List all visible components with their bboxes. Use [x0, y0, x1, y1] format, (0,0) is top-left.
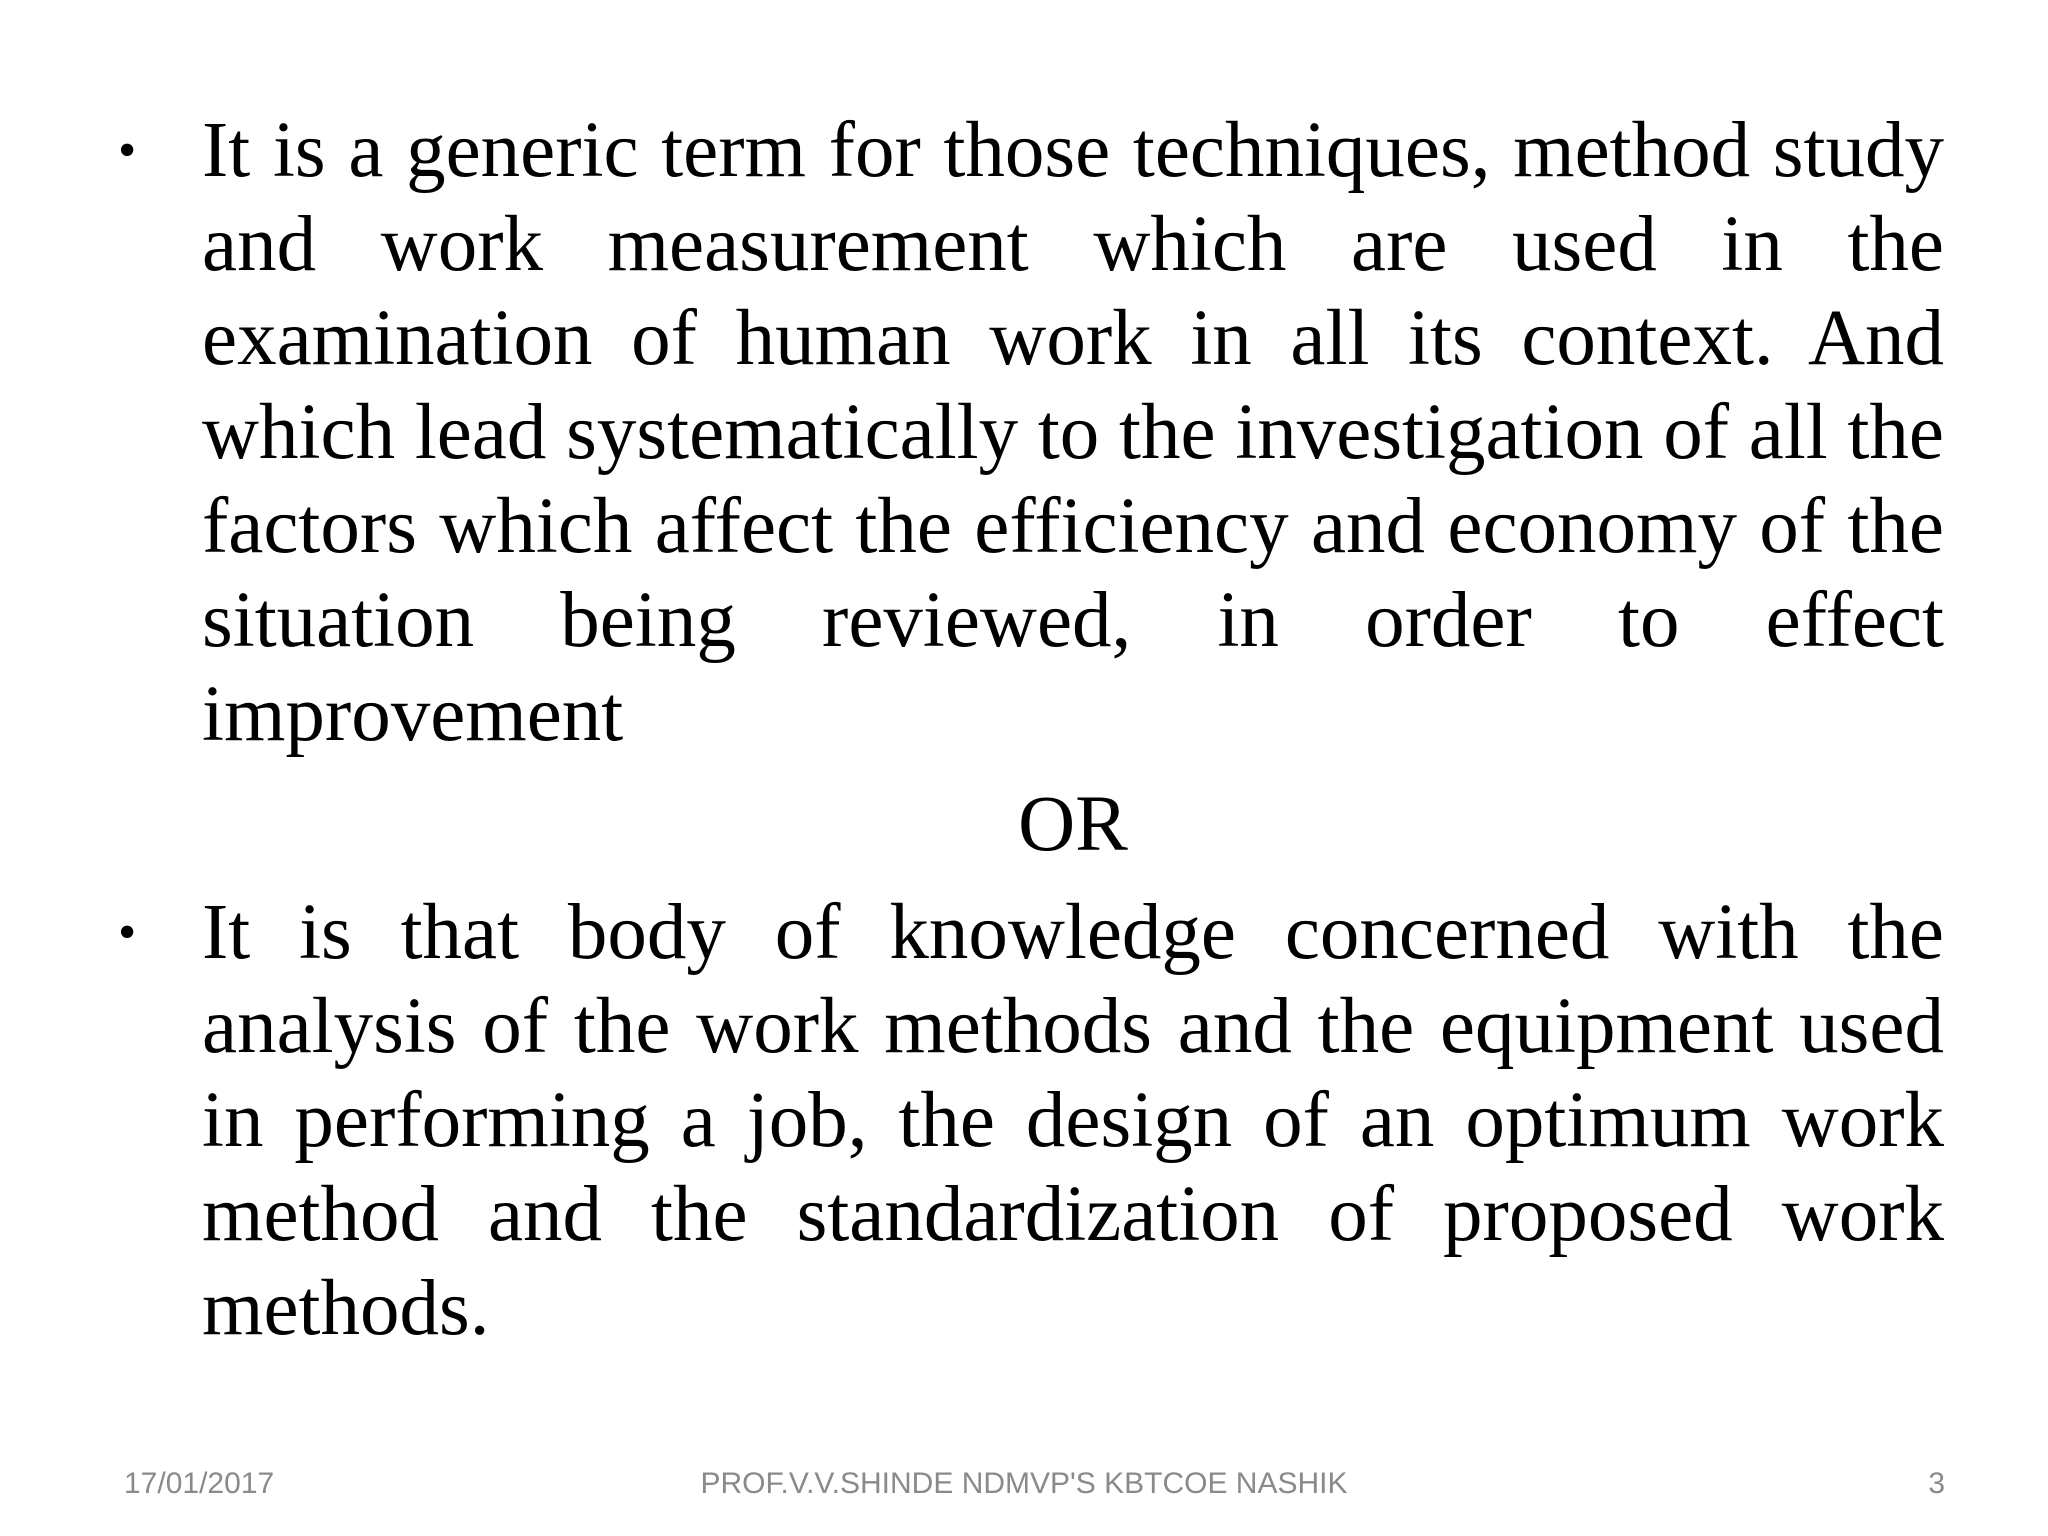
- bullet-text: It is a generic term for those techniques, method study and work measurement which are used in the examination of human work in all its context. And which lead systematically to the investigation of all the factors which affect the efficiency and economy of the situation being reviewed, in order to effect improvement: [202, 107, 1944, 758]
- bullet-item-definition-1: [118, 104, 1944, 762]
- footer-author: PROF.V.V.SHINDE NDMVP'S KBTCOE NASHIK: [700, 1467, 1348, 1500]
- bullet-icon: •: [118, 122, 137, 179]
- bullet-text: It is that body of knowledge concerned with the analysis of the work methods and the equipment used in performing a job, the design of an optimum work method and the standardization of proposed work methods.: [202, 889, 1944, 1352]
- separator-or: OR: [1018, 781, 1128, 868]
- slide-footer: [0, 1464, 2048, 1504]
- bullet-item-definition-2: [118, 886, 1944, 1356]
- slide-content: [118, 104, 1944, 1356]
- bullet-icon: •: [118, 904, 137, 961]
- page-number: 3: [1928, 1467, 1945, 1500]
- footer-date: 17/01/2017: [124, 1467, 275, 1500]
